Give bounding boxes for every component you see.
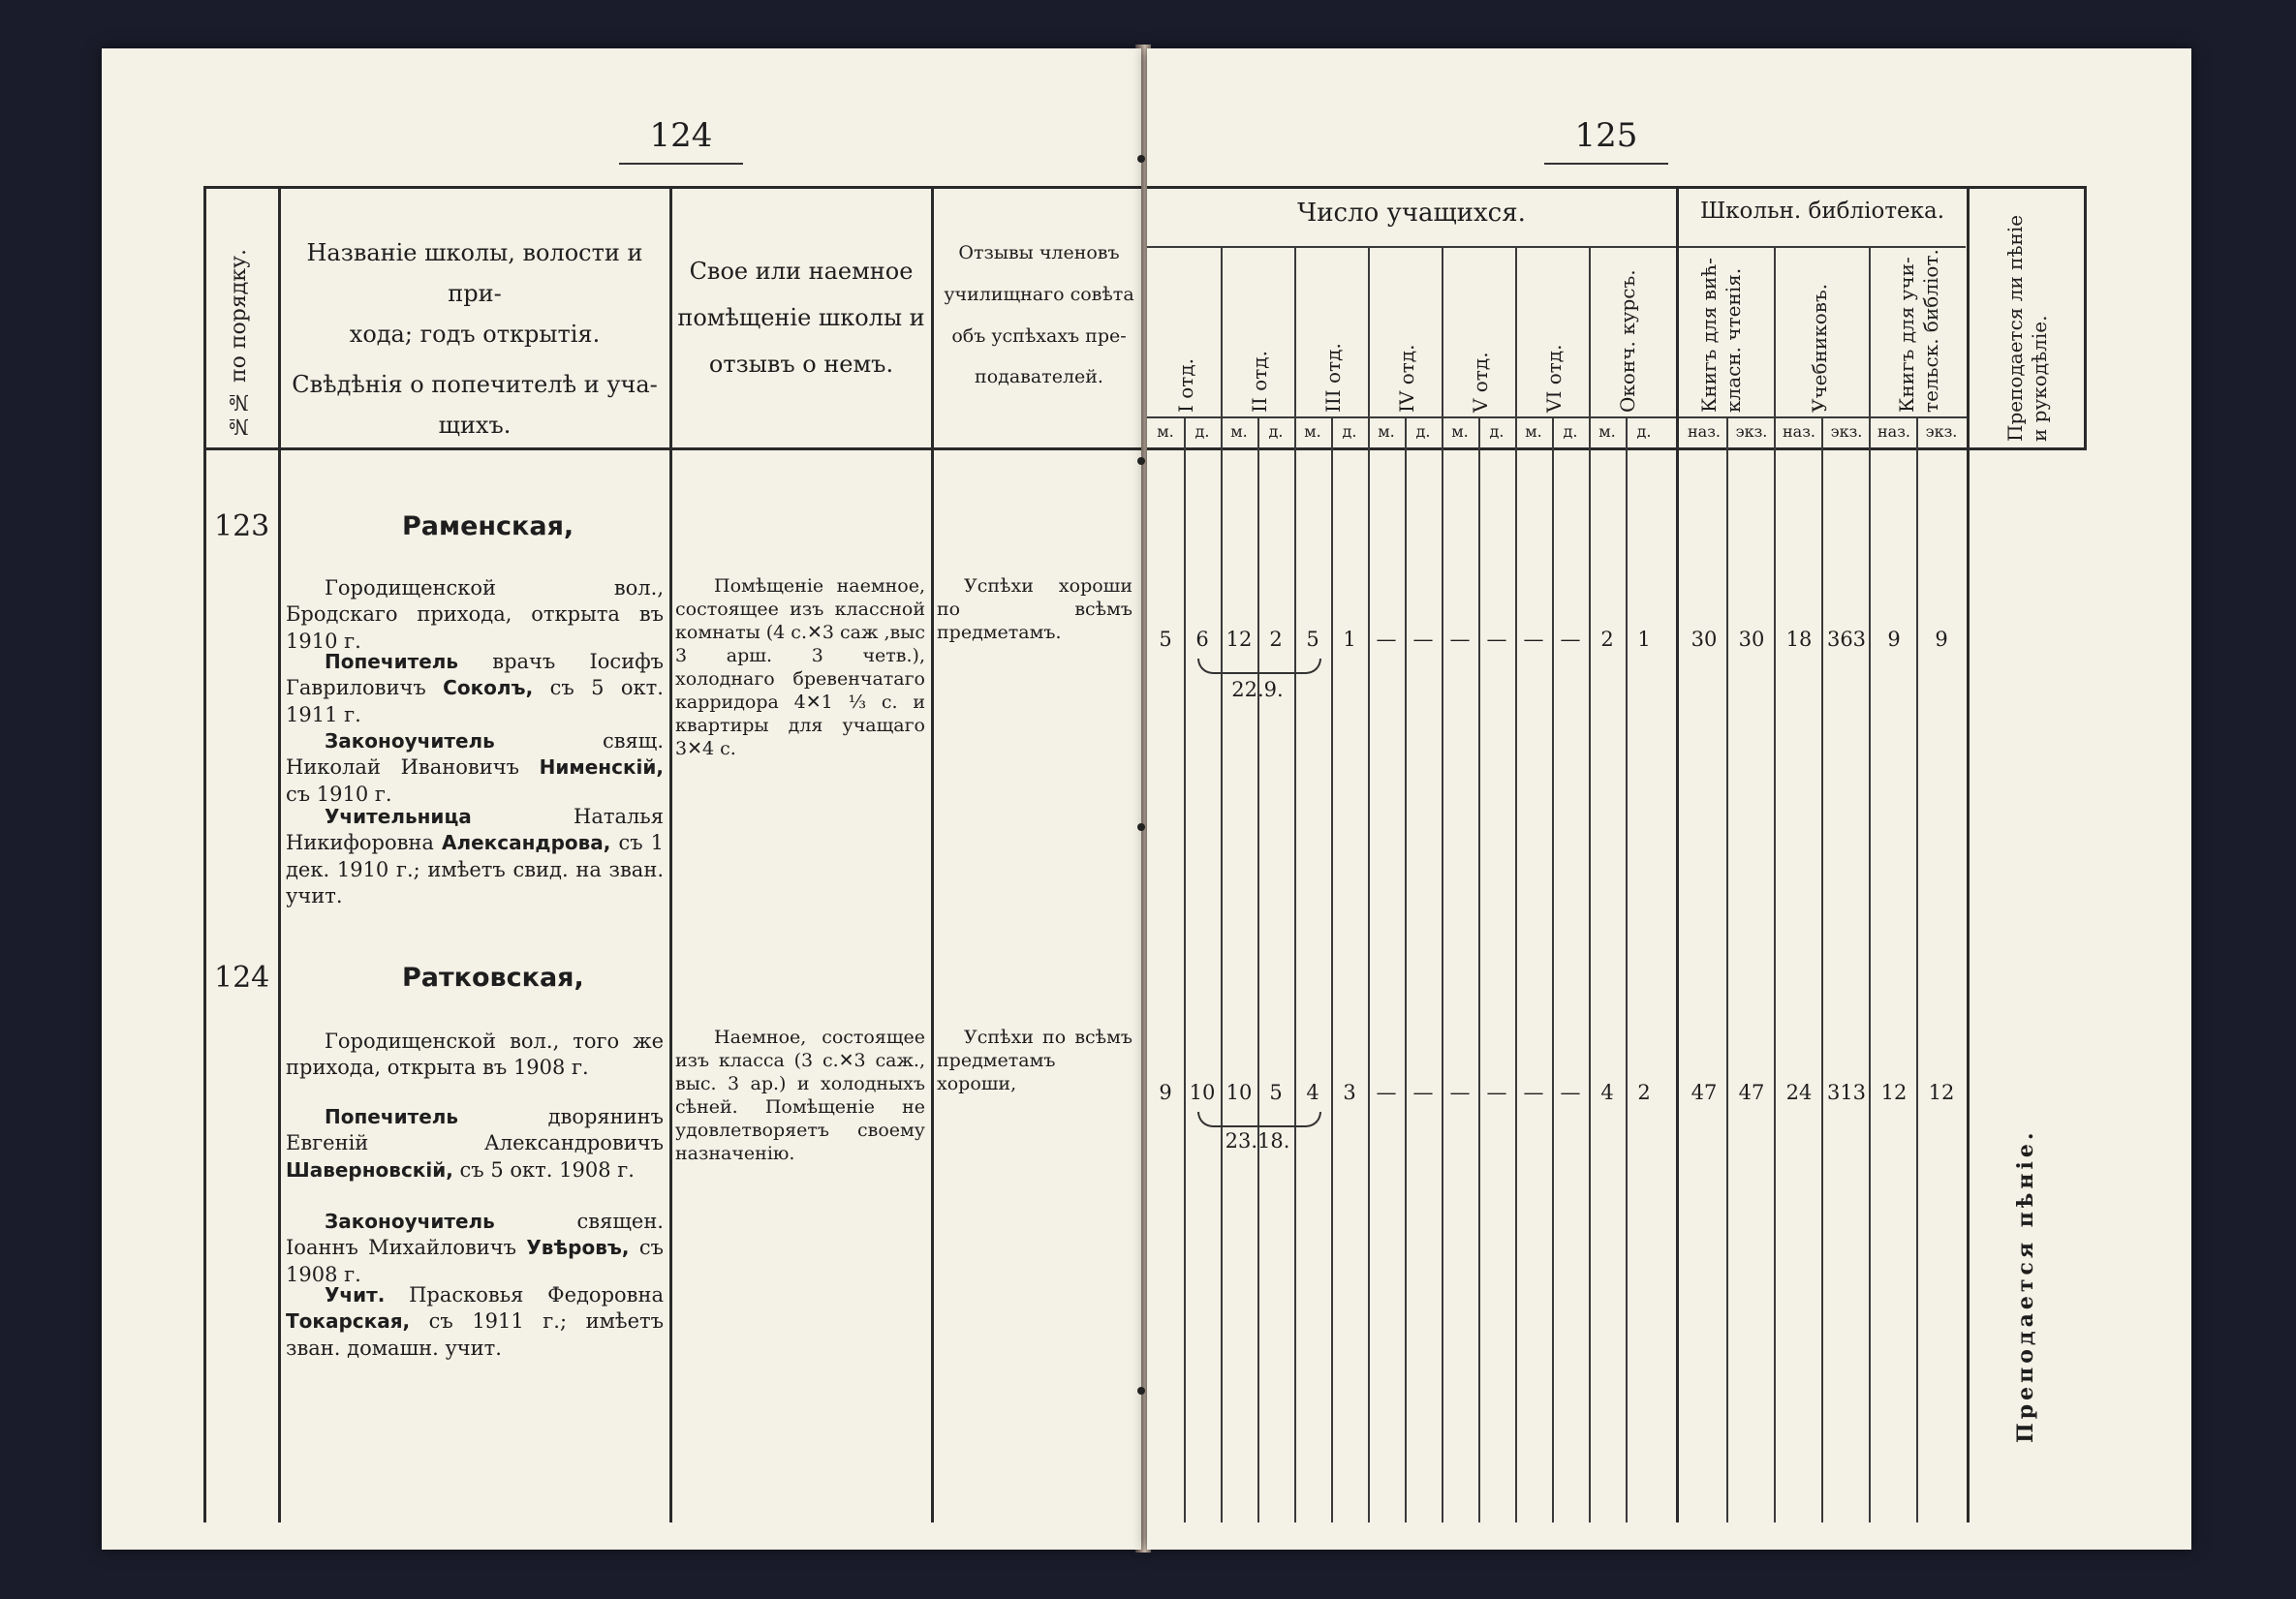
subheader-ekz: экз. xyxy=(1925,422,1958,441)
subheader-d: д. xyxy=(1563,422,1578,441)
library-cell: 30 xyxy=(1738,628,1765,651)
header-grade-2: II отд. xyxy=(1248,351,1271,413)
header-completed: Оконч. курсъ. xyxy=(1616,269,1639,413)
school-info: Городищенской вол., Бродскаго прихода, открыта въ 1910 г. xyxy=(286,576,664,653)
header-reviews xyxy=(937,232,1141,398)
header-line: Свѣдѣнія о попечителѣ и уча- xyxy=(292,371,658,398)
subheader-m: м. xyxy=(1598,422,1616,441)
dash-cell: — xyxy=(1449,628,1471,651)
library-cell: 9 xyxy=(1887,628,1901,651)
column-rule xyxy=(1331,416,1333,1522)
subheader-rule xyxy=(1147,416,1967,418)
sum-brace xyxy=(1197,1112,1321,1127)
completed-cell: 4 xyxy=(1600,1081,1614,1104)
col-rule xyxy=(1676,186,1679,1522)
teacher-name: Александрова, xyxy=(441,831,611,855)
singing-note: Преподается пѣніе. xyxy=(2013,1128,2038,1443)
library-cell: 12 xyxy=(1928,1081,1955,1104)
header-school-name xyxy=(286,232,664,446)
sum-label: 22.9. xyxy=(1231,678,1284,701)
subheader-ekz: экз. xyxy=(1830,422,1863,441)
column-rule xyxy=(1257,416,1259,1522)
header-bottom-rule xyxy=(203,447,1141,450)
trustee-text: дворянинъ Евгеній Александровичъ xyxy=(286,1105,664,1155)
library-cell: 47 xyxy=(1691,1081,1718,1104)
dash-cell: — xyxy=(1376,1081,1397,1104)
students-rule xyxy=(1147,246,1676,248)
review-text: Успѣхи по всѣмъ предметамъ хороши, xyxy=(937,1027,1132,1094)
grade-cell: 4 xyxy=(1306,1081,1319,1104)
header-grade-6: VI отд. xyxy=(1542,344,1566,413)
grade-cell: 1 xyxy=(1343,628,1356,651)
header-textbooks: Учебниковъ. xyxy=(1808,283,1831,413)
header-students: Число учащихся. xyxy=(1297,199,1526,228)
col-rule xyxy=(931,186,934,1522)
library-cell: 30 xyxy=(1691,628,1718,651)
trustee-info xyxy=(286,1104,664,1184)
subheader-ekz: экз. xyxy=(1735,422,1768,441)
trustee-label: Попечитель xyxy=(325,1105,459,1128)
law-name: Увѣровъ, xyxy=(526,1236,630,1260)
column-rule xyxy=(1589,246,1591,1522)
library-cell: 363 xyxy=(1826,628,1867,651)
header-line: Отзывы членовъ xyxy=(958,242,1120,263)
header-bottom-rule xyxy=(1147,447,2087,450)
col-rule xyxy=(1967,186,1970,1522)
column-rule xyxy=(1821,416,1823,1522)
teacher-info xyxy=(286,804,664,909)
dash-cell: — xyxy=(1523,1081,1544,1104)
school-info: Городищенской вол., того же прихода, открыта въ 1908 г. xyxy=(286,1030,664,1080)
subheader-d: д. xyxy=(1268,422,1284,441)
subheader-naz: наз. xyxy=(1687,422,1721,441)
teacher-text: Прасковья Федоровна xyxy=(409,1283,664,1307)
subheader-m: м. xyxy=(1378,422,1395,441)
binding-mark xyxy=(1137,155,1145,163)
header-line: объ успѣхахъ пре- xyxy=(951,324,1127,347)
column-rule xyxy=(1478,416,1480,1522)
header-library: Школьн. библіотека. xyxy=(1699,199,1945,224)
col-rule xyxy=(278,186,281,1522)
header-grade-3: III отд. xyxy=(1321,343,1345,413)
header-line: подавателей. xyxy=(975,366,1103,388)
library-cell: 9 xyxy=(1935,628,1948,651)
column-rule xyxy=(1294,246,1296,1522)
teacher-label: Учит. xyxy=(325,1283,386,1307)
col-rule xyxy=(2084,186,2087,447)
grade-cell: 3 xyxy=(1343,1081,1356,1104)
subheader-d: д. xyxy=(1636,422,1652,441)
header-line: хода; годъ открытія. xyxy=(349,321,601,348)
law-text: священ. Іоаннъ Михайловичъ xyxy=(286,1210,664,1260)
header-books-reading: Книгъ для вић- класн. чтенія. xyxy=(1697,258,1745,413)
subheader-m: м. xyxy=(1157,422,1174,441)
col-rule xyxy=(203,186,206,1522)
subheader-m: м. xyxy=(1525,422,1542,441)
header-premises xyxy=(675,248,927,387)
table-top-rule xyxy=(1147,186,2087,189)
sum-brace xyxy=(1197,659,1321,674)
trustee-name: Шаверновскій, xyxy=(286,1157,453,1182)
trustee-name: Соколъ, xyxy=(443,676,534,700)
dash-cell: — xyxy=(1560,1081,1581,1104)
column-rule xyxy=(1916,416,1918,1522)
law-date: съ 1910 г. xyxy=(286,782,392,806)
law-label: Законоучитель xyxy=(325,729,495,753)
subheader-m: м. xyxy=(1451,422,1469,441)
column-rule xyxy=(1442,246,1443,1522)
left-page xyxy=(102,48,1141,1550)
trustee-label: Попечитель xyxy=(325,650,459,673)
premises-text: Наемное, состоящее изъ класса (3 с.✕3 саж., выс. 3 ар.) и холодныхъ сѣней. Помѣщеніе не удовлетворяетъ своему назначенію. xyxy=(675,1027,925,1164)
grade-cell: 9 xyxy=(1159,1081,1172,1104)
header-grade-4: IV отд. xyxy=(1395,344,1418,413)
law-name: Нименскій, xyxy=(539,755,664,780)
subheader-m: м. xyxy=(1230,422,1248,441)
header-line: отзывъ о немъ. xyxy=(708,351,894,378)
grade-cell: 10 xyxy=(1226,1081,1253,1104)
header-grade-1: I отд. xyxy=(1174,357,1197,413)
library-cell: 12 xyxy=(1880,1081,1908,1104)
subheader-d: д. xyxy=(1342,422,1357,441)
subheader-d: д. xyxy=(1415,422,1431,441)
grade-cell: 5 xyxy=(1159,628,1172,651)
subheader-naz: наз. xyxy=(1782,422,1815,441)
teacher-date: съ 1 дек. 1910 г.; имѣетъ свид. на зван. учит. xyxy=(286,831,664,907)
trustee-info xyxy=(286,649,664,728)
completed-cell: 1 xyxy=(1637,628,1651,651)
teacher-name: Токарская, xyxy=(286,1309,411,1334)
teacher-date: съ 1911 г.; имѣетъ зван. домашн. учит. xyxy=(286,1309,664,1360)
binding-mark xyxy=(1137,823,1145,831)
row-number: 123 xyxy=(214,509,270,543)
completed-cell: 2 xyxy=(1600,628,1614,651)
library-rule xyxy=(1679,246,1966,248)
subheader-d: д. xyxy=(1489,422,1505,441)
grade-cell: 2 xyxy=(1269,628,1283,651)
subheader-d: д. xyxy=(1195,422,1210,441)
law-date: съ 1908 г. xyxy=(286,1236,664,1286)
header-line: училищнаго совѣта xyxy=(944,283,1134,305)
dash-cell: — xyxy=(1412,628,1434,651)
library-cell: 24 xyxy=(1785,1081,1813,1104)
completed-cell: 2 xyxy=(1637,1081,1651,1104)
law-text: свящ. Николай Ивановичъ xyxy=(286,729,664,780)
teacher-label: Учительница xyxy=(325,805,472,828)
teacher-info xyxy=(286,1282,664,1362)
row-number: 124 xyxy=(214,961,270,995)
law-teacher-info xyxy=(286,1209,664,1288)
school-name: Ратковская, xyxy=(402,963,584,993)
column-rule xyxy=(1368,246,1370,1522)
header-line: помѣщеніе школы и xyxy=(677,304,925,331)
col-rule xyxy=(669,186,672,1522)
binding-mark xyxy=(1137,457,1145,465)
page-number-right: 125 xyxy=(1548,116,1664,155)
dash-cell: — xyxy=(1412,1081,1434,1104)
dash-cell: — xyxy=(1560,628,1581,651)
dash-cell: — xyxy=(1376,628,1397,651)
column-rule xyxy=(1405,416,1407,1522)
law-teacher-info xyxy=(286,728,664,808)
dash-cell: — xyxy=(1523,628,1544,651)
column-rule xyxy=(1774,246,1776,1522)
dash-cell: — xyxy=(1486,1081,1507,1104)
subheader-m: м. xyxy=(1304,422,1321,441)
grade-cell: 12 xyxy=(1226,628,1253,651)
column-rule xyxy=(1726,416,1728,1522)
review-text: Успѣхи хороши по всѣмъ предметамъ. xyxy=(937,575,1132,643)
page-number-left: 124 xyxy=(623,116,739,155)
header-line: щихъ. xyxy=(438,412,512,439)
law-label: Законоучитель xyxy=(325,1210,495,1233)
header-order-no: №№ по порядку. xyxy=(227,249,251,438)
trustee-text: врачъ Іосифъ Гавриловичъ xyxy=(286,650,664,700)
school-name: Раменская, xyxy=(402,511,574,541)
teacher-text: Наталья Никифоровна xyxy=(286,805,664,855)
grade-cell: 10 xyxy=(1189,1081,1216,1104)
table-top-rule xyxy=(203,186,1141,189)
header-line: Свое или наемное xyxy=(689,258,914,285)
binding-mark xyxy=(1137,1387,1145,1395)
subheader-naz: наз. xyxy=(1877,422,1910,441)
library-cell: 18 xyxy=(1785,628,1813,651)
header-singing: Преподается ли пѣніе и рукодѣліе. xyxy=(2003,214,2051,442)
dash-cell: — xyxy=(1486,628,1507,651)
trustee-date: съ 5 окт. 1911 г. xyxy=(286,676,664,726)
column-rule xyxy=(1221,246,1223,1522)
header-grade-5: V отд. xyxy=(1469,352,1492,413)
column-rule xyxy=(1626,416,1628,1522)
dash-cell: — xyxy=(1449,1081,1471,1104)
grade-cell: 5 xyxy=(1306,628,1319,651)
right-page xyxy=(1147,48,2191,1550)
grade-cell: 6 xyxy=(1195,628,1209,651)
header-line: Названіе школы, волости и при- xyxy=(306,239,643,307)
column-rule xyxy=(1184,416,1186,1522)
grade-cell: 5 xyxy=(1269,1081,1283,1104)
header-teacher-books: Книгъ для учи- тельск. библіот. xyxy=(1895,249,1942,413)
premises-text: Помѣщеніе наемное, состоящее изъ классной комнаты (4 с.✕3 саж ,выс 3 арш. 3 четв.), холоднаго бревенчатаго карридора 4✕1 ⅓ с. и квартиры для учащаго 3✕4 с. xyxy=(675,575,926,759)
library-cell: 47 xyxy=(1738,1081,1765,1104)
column-rule xyxy=(1552,416,1554,1522)
column-rule xyxy=(1515,246,1517,1522)
library-cell: 313 xyxy=(1826,1081,1867,1104)
trustee-date: съ 5 окт. 1908 г. xyxy=(459,1157,635,1182)
column-rule xyxy=(1869,246,1871,1522)
sum-label: 23.18. xyxy=(1225,1129,1290,1153)
